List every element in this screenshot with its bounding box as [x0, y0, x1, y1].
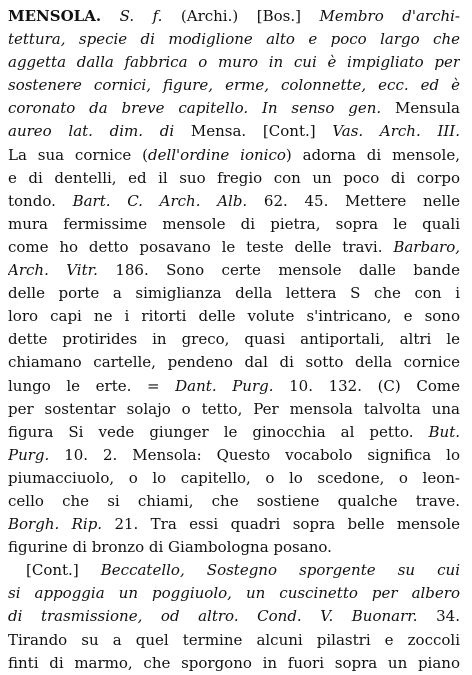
text-line: aggetta dalla fabbrica o muro in cui è impigliato per: [8, 53, 460, 72]
citation: Barbaro,: [393, 237, 460, 256]
text-line: si appoggia un poggiuolo, un cuscinetto per albero: [8, 584, 460, 603]
text-line: come ho detto posavano le teste delle travi. Barbaro,: [8, 237, 460, 256]
text-line: finti di marmo, che sporgono in fuori sopra un piano: [8, 653, 460, 672]
text-line: Tirando su a quel termine alcuni pilastri e zoccoli: [8, 630, 460, 649]
citation: di trasmissione, od altro. Cond. V. Buonarr.: [8, 607, 418, 626]
citation: Bart. C. Arch. Alb.: [72, 191, 248, 210]
citation: Arch. Vitr.: [8, 261, 98, 280]
text-line: tettura, specie di modiglione alto e poco largo che: [8, 30, 460, 49]
text-line: loro capi ne i ritorti delle volute s'intricano, e sono: [8, 307, 460, 326]
text-line: aureo lat. dim. di Mensa. [Cont.] Vas. Arch. III.: [8, 122, 460, 141]
text-line: cello che si chiami, che sostiene qualche trave.: [8, 491, 460, 510]
text-line: e di dentelli, ed il suo fregio con un poco di corpo: [8, 168, 460, 187]
text-line: coronato da breve capitello. In senso gen. Mensula: [8, 99, 460, 118]
text-line: Borgh. Rip. 21. Tra essi quadri sopra belle mensole: [8, 515, 460, 534]
citation: Purg.: [8, 445, 50, 464]
text-line: chiamano cartelle, pendeno dal di sotto della cornice: [8, 353, 460, 372]
source-tags: [Cont.]: [26, 561, 101, 580]
citation: Dant. Purg.: [175, 376, 274, 395]
text-line: mura fermissime mensole di pietra, sopra le quali: [8, 214, 460, 233]
text-line: per sostentar solajo o tetto, Per mensola talvolta una: [8, 399, 460, 418]
text-line: di trasmissione, od altro. Cond. V. Buonarr. 34.: [8, 607, 460, 626]
text-line: lungo le erte. = Dant. Purg. 10. 132. (C) Come: [8, 376, 460, 395]
grammar-label: S. f.: [119, 7, 163, 25]
text-line: La sua cornice (dell'ordine ionico) adorna di mensole,: [8, 145, 460, 164]
citation: Borgh. Rip.: [8, 515, 103, 534]
definition: Membro d'archi-: [319, 7, 460, 25]
text-line: [8, 5, 460, 28]
text-line: dette protirides in greco, quasi antiportali, altri le: [8, 330, 460, 349]
citation: But.: [428, 422, 460, 441]
text-line: tondo. Bart. C. Arch. Alb. 62. 45. Mettere nelle: [8, 191, 460, 210]
source-tags: (Archi.) [Bos.]: [162, 7, 320, 25]
definition: Beccatello, Sostegno sporgente su cui: [100, 561, 460, 580]
text-line: [8, 559, 460, 582]
text-line: delle porte a simiglianza della lettera S che con i: [8, 284, 460, 303]
text-line: figura Si vede giunger le ginocchia al petto. But.: [8, 422, 460, 441]
text-line: figurine di bronzo di Giambologna posano.: [8, 538, 332, 557]
text-line: piumacciuolo, o lo capitello, o lo scedone, o leon-: [8, 468, 460, 487]
text-line: Arch. Vitr. 186. Sono certe mensole dalle bande: [8, 261, 460, 280]
citation: Vas. Arch. III.: [332, 122, 460, 141]
text-line: Purg. 10. 2. Mensola: Questo vocabolo significa lo: [8, 445, 460, 464]
headword: MENSOLA.: [8, 7, 102, 25]
dictionary-page: [8, 5, 460, 675]
text-line: sostenere cornici, figure, erme, colonnette, ecc. ed è: [8, 76, 460, 95]
